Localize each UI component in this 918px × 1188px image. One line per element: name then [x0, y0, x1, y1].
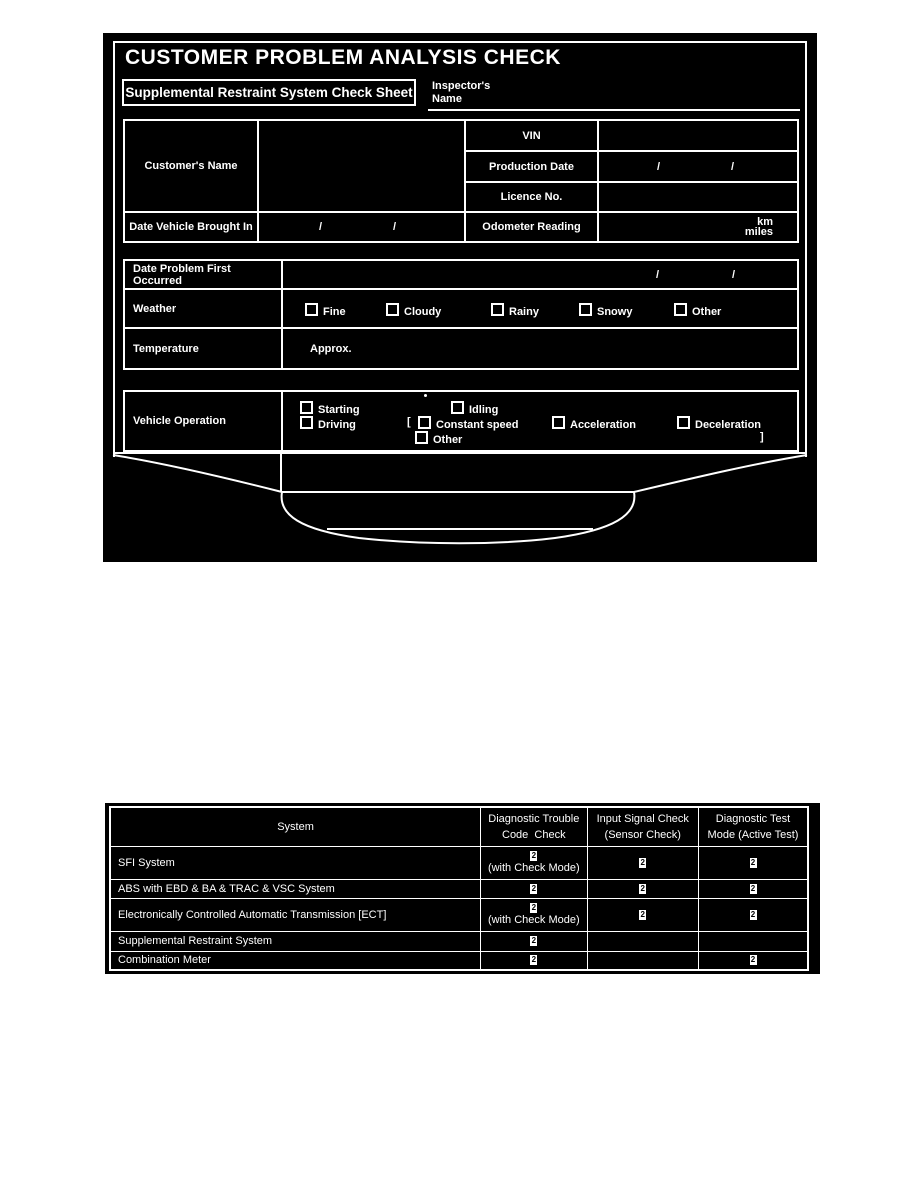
dtc-check-cell	[481, 898, 587, 931]
system-name: Combination Meter	[110, 951, 481, 970]
checkbox-idling-icon	[451, 401, 464, 414]
checkbox-constant-speed-icon	[418, 416, 431, 429]
bracket-open: [	[407, 416, 411, 428]
checkbox-fine-icon	[305, 303, 318, 316]
odometer-reading-label: Odometer Reading	[465, 212, 598, 242]
table-row	[110, 846, 808, 879]
system-name: Electronically Controlled Automatic Transmission [ECT]	[110, 898, 481, 931]
customer-problem-analysis-sheet	[103, 33, 817, 562]
diagnostic-function-table-box	[105, 803, 820, 974]
header-text: Mode (Active Test)	[707, 828, 799, 841]
header-text: Diagnostic Trouble	[488, 812, 580, 825]
checkbox-starting-icon	[300, 401, 313, 414]
date-vehicle-brought-in-label: Date Vehicle Brought In	[124, 212, 258, 242]
input-signal-cell	[587, 898, 698, 931]
header-text: (Sensor Check)	[604, 828, 681, 841]
header-text: Code Check	[502, 828, 566, 841]
vehicle-operation-options-cell	[282, 391, 798, 451]
check-mark-icon	[530, 903, 537, 913]
vehicle-operation-table	[123, 390, 799, 452]
customer-info-table	[123, 119, 799, 243]
check-mode-note: (with Check Mode)	[487, 914, 580, 926]
date-problem-value-cell	[282, 260, 798, 289]
temperature-value-cell: Approx.	[282, 328, 798, 369]
weather-option-label: Fine	[323, 306, 346, 318]
dtc-check-cell	[481, 931, 587, 951]
header-text: System	[277, 820, 314, 833]
check-sheet-title: Supplemental Restraint System Check Sheet	[125, 85, 413, 100]
date-slash: /	[656, 268, 660, 281]
test-mode-cell	[699, 931, 809, 951]
checkbox-deceleration-icon	[677, 416, 690, 429]
problem-conditions-table	[123, 259, 799, 370]
checkbox-rainy-icon	[491, 303, 504, 316]
customer-name-value-cell	[258, 120, 465, 212]
checkbox-other-operation-icon	[415, 431, 428, 444]
header-text: Input Signal Check	[596, 812, 689, 825]
operation-option-label: Idling	[469, 404, 499, 416]
check-sheet-title-box	[122, 79, 416, 106]
input-signal-cell	[587, 879, 698, 898]
inspector-label-line2: Name	[432, 93, 462, 105]
production-date-value-cell	[598, 151, 798, 182]
table-row	[110, 931, 808, 951]
header-text: Diagnostic Test	[715, 812, 791, 825]
bracket-close: ]	[760, 431, 764, 443]
system-name: SFI System	[110, 846, 481, 879]
check-mark-icon	[530, 884, 537, 894]
column-header-input-signal-check	[587, 807, 698, 846]
check-mode-note: (with Check Mode)	[487, 862, 580, 874]
licence-no-label: Licence No.	[465, 182, 598, 212]
temperature-label: Temperature	[124, 328, 282, 369]
dtc-check-cell	[481, 951, 587, 970]
column-header-diagnostic-test-mode	[699, 807, 809, 846]
inspector-label-line1: Inspector's	[432, 80, 491, 92]
customer-name-label: Customer's Name	[124, 120, 258, 212]
test-mode-cell	[699, 951, 809, 970]
diagnostic-function-table	[109, 806, 809, 971]
weather-label: Weather	[124, 289, 282, 328]
check-mark-icon	[639, 884, 646, 894]
weather-option-label: Other	[692, 306, 722, 318]
form-title: CUSTOMER PROBLEM ANALYSIS CHECK	[125, 46, 561, 69]
operation-option-label: Deceleration	[695, 419, 762, 431]
checkbox-other-weather-icon	[674, 303, 687, 316]
odometer-unit-km: km	[757, 216, 773, 228]
vehicle-operation-label: Vehicle Operation	[124, 391, 282, 451]
date-slash: /	[319, 221, 323, 233]
test-mode-cell	[699, 846, 809, 879]
check-mark-icon	[750, 858, 757, 868]
input-signal-cell	[587, 846, 698, 879]
date-slash: /	[732, 268, 736, 281]
dtc-check-cell	[481, 879, 587, 898]
check-mark-icon	[750, 884, 757, 894]
table-header-row	[110, 807, 808, 846]
checkbox-cloudy-icon	[386, 303, 399, 316]
operation-option-label: Acceleration	[570, 419, 637, 431]
dtc-check-cell	[481, 846, 587, 879]
production-date-label: Production Date	[465, 151, 598, 182]
odometer-unit-miles: miles	[744, 226, 773, 238]
weather-option-label: Snowy	[597, 306, 633, 318]
date-slash: /	[731, 160, 735, 173]
vin-value-cell	[598, 120, 798, 151]
date-slash: /	[657, 160, 661, 173]
check-mark-icon	[750, 955, 757, 965]
check-mark-icon	[639, 910, 646, 920]
input-signal-cell	[587, 931, 698, 951]
weather-option-label: Cloudy	[404, 306, 442, 318]
stray-dot	[424, 394, 427, 397]
check-mark-icon	[530, 955, 537, 965]
licence-no-value-cell	[598, 182, 798, 212]
operation-option-label: Other	[433, 434, 463, 446]
column-header-system	[110, 807, 481, 846]
input-signal-cell	[587, 951, 698, 970]
weather-options-cell	[282, 289, 798, 328]
operation-option-label: Driving	[318, 419, 356, 431]
check-mark-icon	[639, 858, 646, 868]
inspector-name-field	[428, 80, 800, 111]
date-slash: /	[393, 221, 397, 233]
table-row	[110, 898, 808, 931]
test-mode-cell	[699, 898, 809, 931]
vin-label: VIN	[465, 120, 598, 151]
table-row	[110, 879, 808, 898]
checkbox-acceleration-icon	[552, 416, 565, 429]
check-mark-icon	[530, 936, 537, 946]
check-mark-icon	[530, 851, 537, 861]
checkbox-snowy-icon	[579, 303, 592, 316]
column-header-dtc-check	[481, 807, 587, 846]
weather-option-label: Rainy	[509, 306, 539, 318]
date-problem-first-occurred-label: Date Problem First Occurred	[124, 260, 282, 289]
check-mark-icon	[750, 910, 757, 920]
odometer-value-cell	[598, 212, 798, 242]
checkbox-driving-icon	[300, 416, 313, 429]
table-row	[110, 951, 808, 970]
system-name: Supplemental Restraint System	[110, 931, 481, 951]
operation-option-label: Starting	[318, 404, 360, 416]
operation-option-label: Constant speed	[436, 419, 519, 431]
test-mode-cell	[699, 879, 809, 898]
date-vehicle-brought-in-value-cell	[258, 212, 465, 242]
system-name: ABS with EBD & BA & TRAC & VSC System	[110, 879, 481, 898]
